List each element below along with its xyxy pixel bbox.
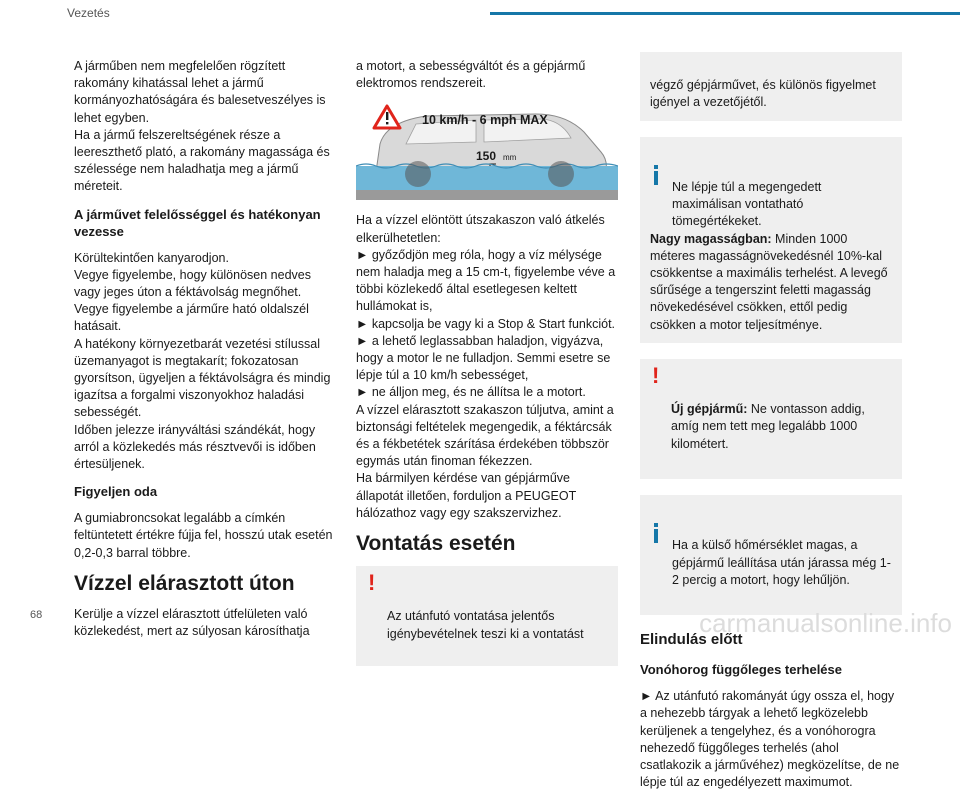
towing-mass-info-box	[640, 137, 902, 343]
flood-instructions: Ha a vízzel elöntött útszakaszon való átkelés elkerülhetetlen: ► győződjön meg róla, hogy a víz mélysége nem haladja meg a 15 cm-t, figyelembe véve a többi közlekedő által esetlegesen keltett hullámokat is, ► kapcsolja be vagy ki a Stop & Start funkciót. ► a lehető leglassabban haladjon, vigyázva, hogy a motor le ne fulladjon. Semmi esetre se lépje túl a 10 km/h sebességet, ► ne álljon meg, és ne állítsa le a motort. A vízzel elárasztott szakaszon túljutva, amint a biztonsági feltételek megengedik, a féktárcsák és a fékbetétek szárítása érdekében többször egymás után finoman fékezzen. Ha bármilyen kérdése van gépjárműve állapotát illetően, forduljon a PEUGEOT hálózathoz vagy egy szakszervizhez.	[356, 213, 616, 520]
heading-flooded-road: Vízzel elárasztott úton	[74, 571, 295, 595]
flood-crossing-illustration	[356, 102, 618, 200]
tyre-paragraph: A gumiabroncsokat legalább a címkén feltüntetett értékre fújja fel, hosszú utak esetén 0,2-0,3 barral többre.	[74, 511, 333, 560]
exclamation-icon: !	[652, 362, 660, 388]
info-icon	[654, 148, 658, 202]
header-title: Vezetés	[67, 6, 110, 20]
towing-warning-box-cont	[640, 52, 902, 121]
cooldown-info-box	[640, 495, 902, 615]
watermark: carmanualsonline.info	[699, 608, 952, 638]
towing-warning-box	[356, 566, 618, 666]
heading-hitch-load: Vonóhorog függőleges terhelése	[640, 662, 843, 678]
column-1	[74, 58, 336, 650]
towing-warning-text: Az utánfutó vontatása jelentős igénybevételnek teszi ki a vontatást	[387, 609, 584, 641]
water-surface	[356, 166, 618, 192]
altitude-text: Minden 1000 méteres magasságnövekedésnél 10%-kal csökkentse a maximális terhelést. A levegő sűrűsége a tengerszint feletti magasság növekedésével csökken, ettől pedig csökken a motor teljesítménye.	[650, 231, 888, 332]
water-depth-value: 150	[476, 149, 497, 164]
heading-attention: Figyeljen oda	[74, 484, 158, 500]
heading-towing: Vontatás esetén	[356, 532, 516, 556]
new-vehicle-text: Ne vontasson addig, amíg nem tett meg legalább 1000 kilométert.	[671, 402, 865, 451]
driving-paragraph: Körültekintően kanyarodjon. Vegye figyelembe, hogy különösen nedves vagy jeges úton a féktávolság megnőhet. Vegye figyelembe a járműre ható oldalszél hatásait. A hatékony környezetbarát vezetési stílussal üzemanyagot is megtakarít; fokozatosan gyorsítson, ügyeljen a féktávolságra és mindig igazítsa a forgalmi viszonyokhoz haladási sebességét. Időben jelezze irányváltási szándékát, hogy arról a közlekedés más résztvevői is időben értesüljenek.	[74, 250, 331, 472]
cooldown-text: Ha a külső hőmérséklet magas, a gépjármű leállítása után járassa még 1-2 percig a motort, hogy lehűljön.	[672, 538, 891, 587]
water-depth-unit: mm	[503, 153, 517, 163]
speed-limit-label: 10 km/h - 6 mph MAX	[422, 113, 548, 128]
info-icon	[654, 506, 658, 560]
column-2	[356, 58, 618, 666]
heading-responsible-driving: A járművet felelősséggel és hatékonyan vezesse	[74, 206, 321, 239]
heading-before-starting: Elindulás előtt	[640, 631, 743, 649]
flood-paragraph-cont: a motort, a sebességváltót és a gépjármű elektromos rendszereit.	[356, 59, 586, 91]
cargo-paragraph: A járműben nem megfelelően rögzített rakomány kihatással lehet a jármű kormányozhatóságára és balesetveszélyes is lehet egyben. Ha a jármű felszereltségének része a leereszthető plató, a rakomány magassága és szélessége nem haladhatja meg a jármű méreteit.	[74, 59, 330, 194]
column-3	[640, 52, 902, 802]
flood-paragraph: Kerülje a vízzel elárasztott útfelületen való közlekedést, mert az súlyosan károsíthatja	[74, 606, 310, 639]
new-vehicle-label: Új gépjármű:	[671, 402, 748, 417]
exclamation-icon: !	[368, 570, 376, 596]
page-number: 68	[30, 609, 43, 621]
towing-warning-text-cont: végző gépjárművet, és különös figyelmet igényel a vezetőjétől.	[650, 78, 876, 110]
header-accent-bar	[490, 12, 960, 15]
hitch-paragraph: ► Az utánfutó rakományát úgy ossza el, hogy a nehezebb tárgyak a lehető legközelebb kerüljenek a tengelyhez, és a vonóhorogra nehezedő függőleges terhelés (ahol csatlakozik a járművéhez) megközelítse, de ne lépje túl az engedélyezett maximumot.	[640, 689, 900, 790]
altitude-label: Nagy magasságban:	[650, 231, 772, 246]
towing-mass-intro: Ne lépje túl a megengedett maximálisan vontatható tömegértékeket.	[672, 180, 822, 229]
new-vehicle-warning-box	[640, 359, 902, 479]
